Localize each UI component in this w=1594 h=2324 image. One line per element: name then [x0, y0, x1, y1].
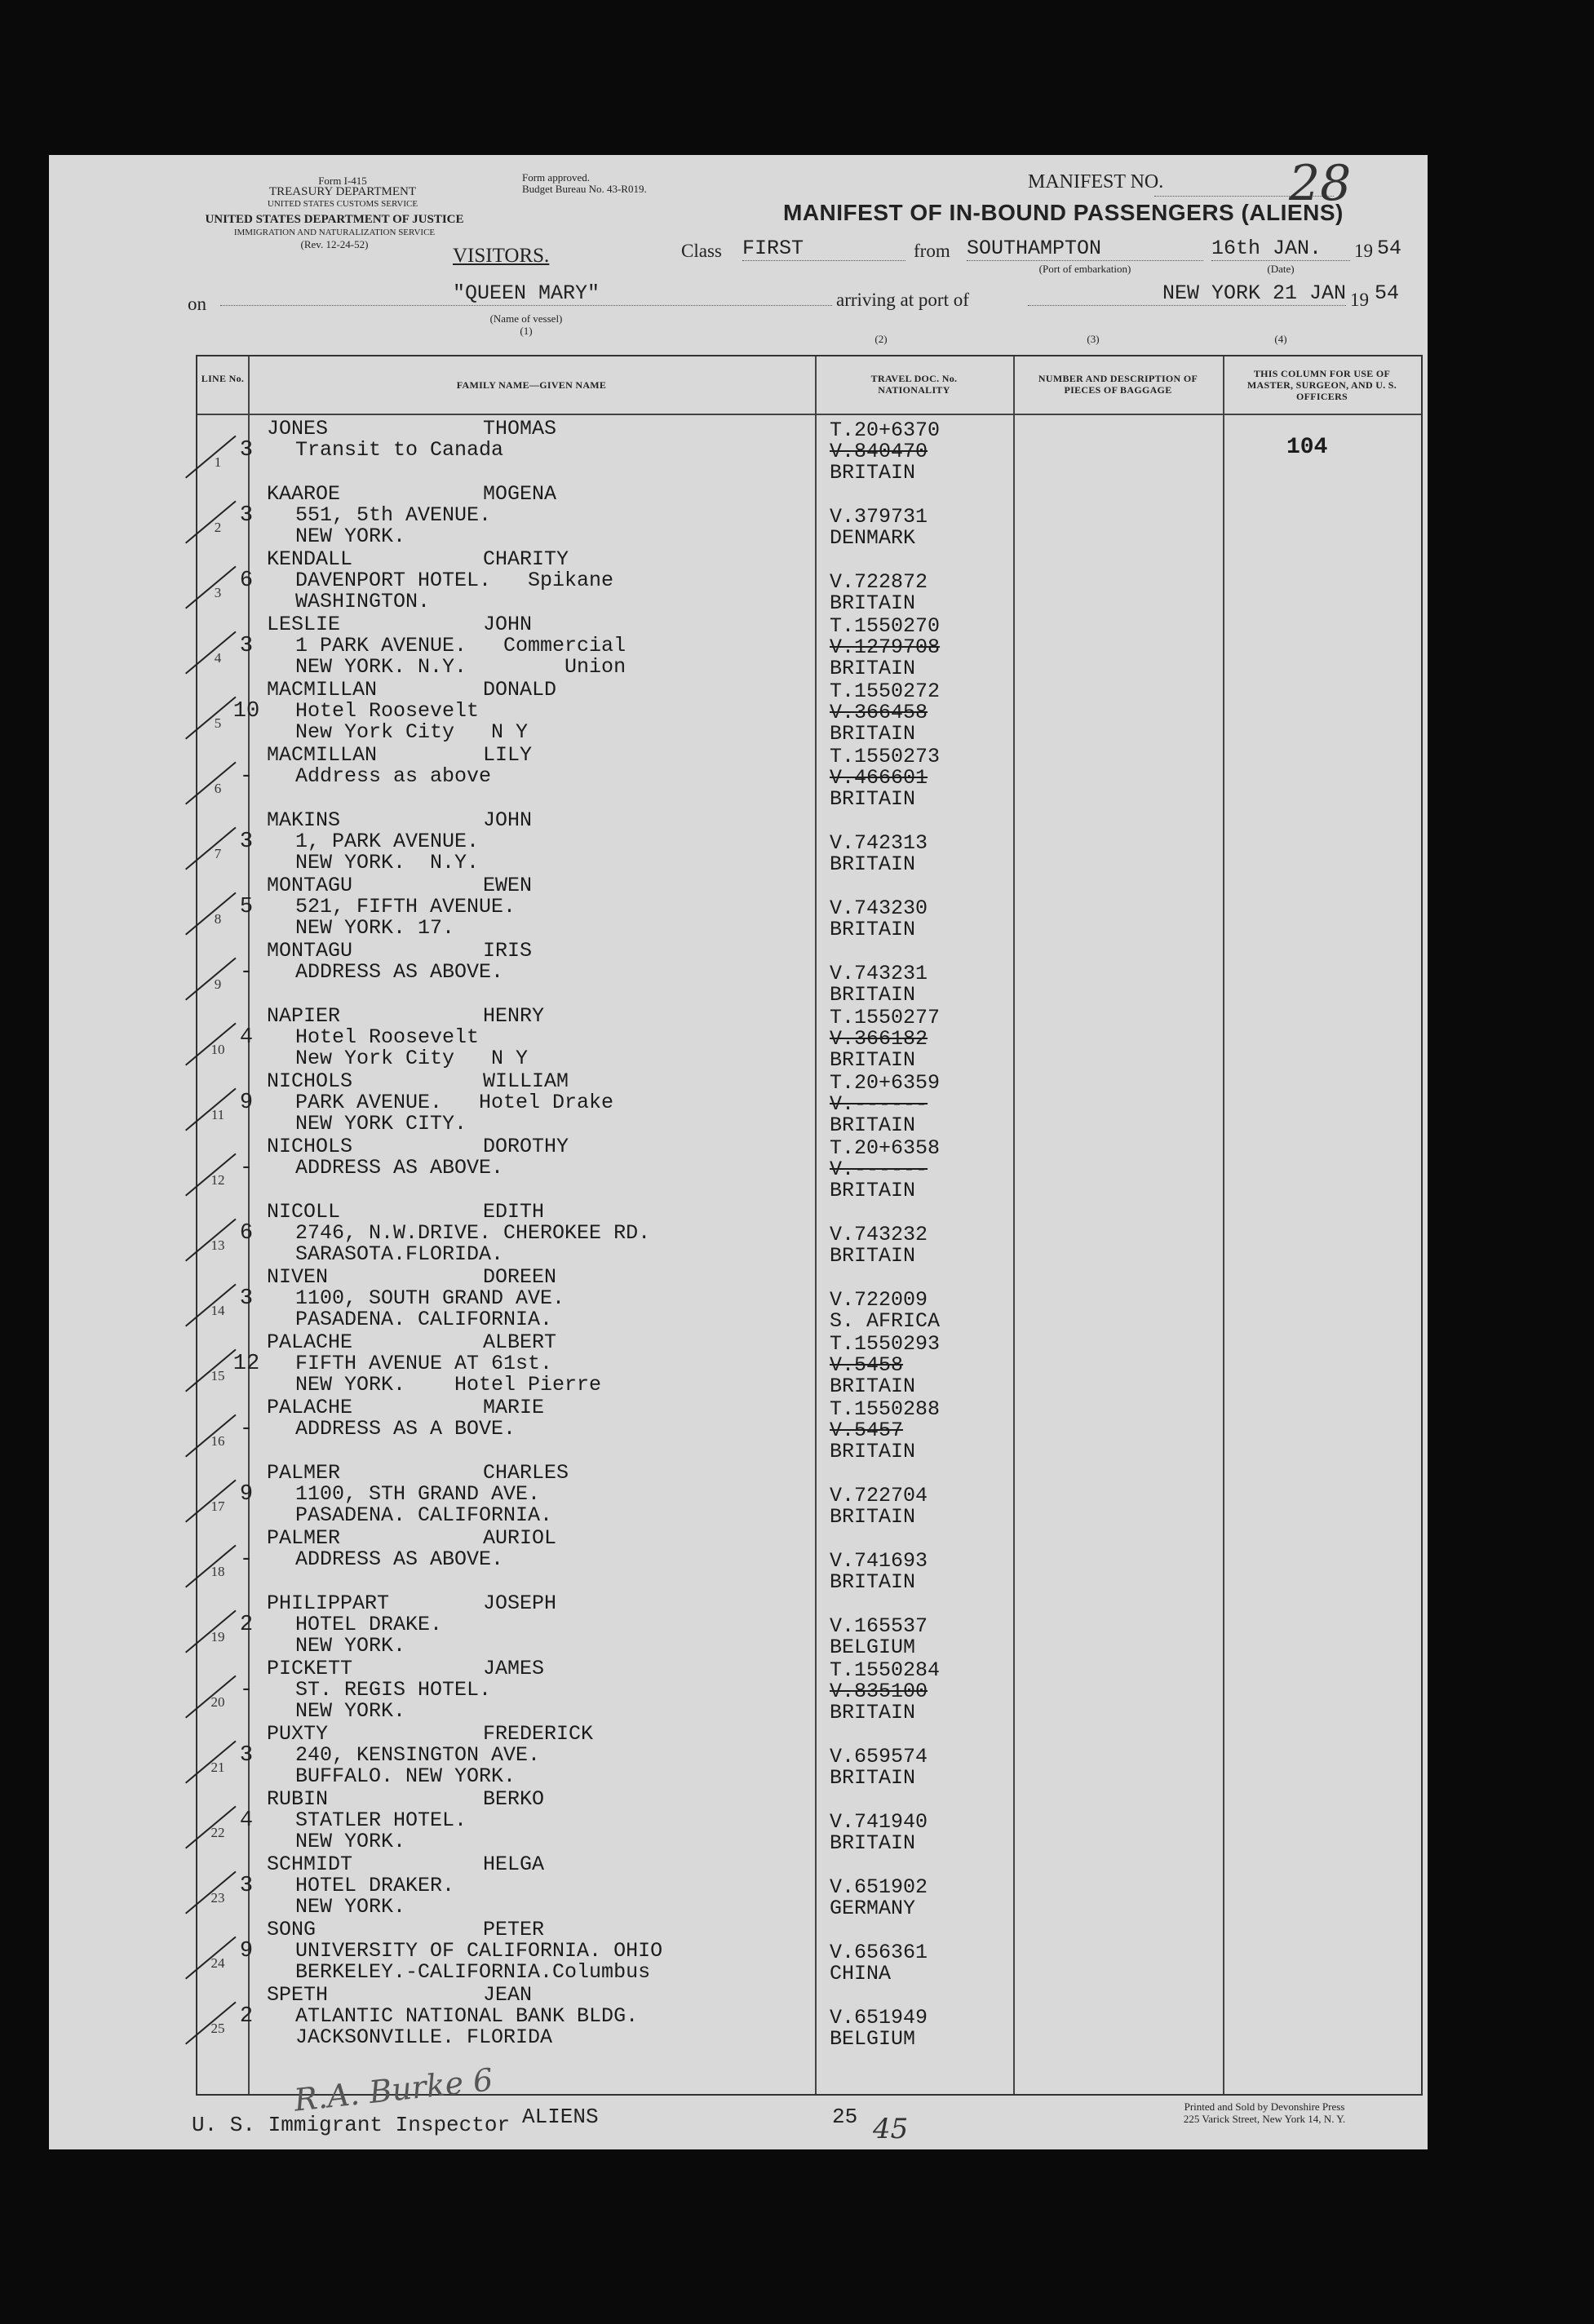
address-line-2: NEW YORK. N.Y. Union	[295, 655, 627, 679]
table-row	[197, 547, 1421, 616]
travel-doc-secondary: V.------	[830, 1092, 928, 1116]
table-row	[197, 1657, 1421, 1725]
address-line-2: NEW YORK.	[295, 1699, 406, 1723]
travel-doc-secondary: V.5457	[830, 1419, 904, 1442]
family-name: PHILIPPART	[267, 1591, 390, 1615]
table-row	[197, 874, 1421, 942]
travel-doc-primary: T.1550284	[830, 1658, 941, 1682]
address-line-2: NEW YORK. N.Y.	[295, 851, 480, 874]
address-line-2: New York City N Y	[295, 1047, 529, 1070]
nationality: BRITAIN	[830, 1831, 916, 1855]
table-row	[197, 613, 1421, 681]
nationality: BRITAIN	[830, 722, 916, 746]
manifest-no-label: MANIFEST NO.	[1028, 171, 1164, 193]
address-line-1: HOTEL DRAKE.	[295, 1613, 443, 1636]
table-row	[197, 1004, 1421, 1073]
address-line-1: 521, FIFTH AVENUE.	[295, 895, 516, 919]
baggage-count: 5	[239, 895, 254, 919]
travel-doc-primary: T.20+6370	[830, 418, 941, 442]
line-number: 19	[210, 1629, 225, 1645]
given-name: JOHN	[483, 808, 533, 832]
family-name: PALACHE	[267, 1396, 353, 1419]
address-line-1: DAVENPORT HOTEL. Spikane	[295, 569, 614, 592]
travel-doc-secondary: V.722009	[830, 1288, 928, 1312]
address-line-1: FIFTH AVENUE AT 61st.	[295, 1352, 553, 1375]
line-number: 3	[214, 585, 222, 600]
nationality: BRITAIN	[830, 1505, 916, 1529]
nationality: BRITAIN	[830, 918, 916, 941]
handwritten-total: 45	[873, 2113, 909, 2145]
table-row	[197, 1461, 1421, 1529]
nationality: CHINA	[830, 1962, 892, 1985]
address-line-1: Hotel Roosevelt	[295, 699, 480, 723]
nationality: BRITAIN	[830, 1244, 916, 1268]
table-row	[197, 939, 1421, 1007]
given-name: MOGENA	[483, 482, 557, 506]
baggage-count: 9	[239, 1482, 254, 1507]
address-line-1: PARK AVENUE. Hotel Drake	[295, 1091, 614, 1114]
family-name: NICOLL	[267, 1200, 341, 1224]
col-4-caption: (4)	[1274, 333, 1287, 345]
col-3-caption: (3)	[1087, 333, 1100, 345]
given-name: CHARLES	[483, 1461, 569, 1485]
revision: (Rev. 12-24-52)	[300, 238, 369, 250]
travel-doc-secondary: V.466601	[830, 766, 928, 790]
baggage-count: -	[239, 960, 254, 985]
line-number: 8	[214, 911, 222, 927]
col-1-caption: (1)	[520, 325, 533, 337]
family-name: MACMILLAN	[267, 743, 378, 767]
treasury-dept: TREASURY DEPARTMENT	[268, 185, 417, 198]
baggage-count: 3	[239, 830, 254, 854]
address-line-1: ADDRESS AS ABOVE.	[295, 1156, 504, 1180]
travel-doc-secondary: V.165537	[830, 1614, 928, 1638]
given-name: HENRY	[483, 1004, 545, 1028]
table-row	[197, 1853, 1421, 1921]
family-name: NICHOLS	[267, 1135, 353, 1158]
address-line-2: NEW YORK.	[295, 1634, 406, 1658]
given-name: AURIOL	[483, 1526, 557, 1550]
nationality: BRITAIN	[830, 1113, 916, 1137]
address-line-1: 1, PARK AVENUE.	[295, 830, 480, 853]
address-line-1: 1 PARK AVENUE. Commercial	[295, 634, 627, 657]
header-line-no: LINE No.	[201, 373, 245, 384]
address-line-2: NEW YORK.	[295, 525, 406, 548]
baggage-count: 3	[239, 1286, 254, 1311]
family-name: NICHOLS	[267, 1069, 353, 1093]
baggage-count: 6	[239, 569, 254, 593]
line-number: 15	[210, 1368, 225, 1383]
table-row	[197, 1918, 1421, 1986]
given-name: DOREEN	[483, 1265, 557, 1289]
customs-service: UNITED STATES CUSTOMS SERVICE	[267, 199, 418, 209]
address-line-1: STATLER HOTEL.	[295, 1808, 467, 1832]
given-name: HELGA	[483, 1853, 545, 1876]
header-name: FAMILY NAME—GIVEN NAME	[456, 379, 607, 391]
family-name: SPETH	[267, 1983, 329, 2007]
table-row	[197, 1722, 1421, 1791]
total-count: 25	[832, 2105, 858, 2129]
table-row	[197, 482, 1421, 551]
family-name: PALMER	[267, 1461, 341, 1485]
given-name: JAMES	[483, 1657, 545, 1680]
nationality: S. AFRICA	[830, 1309, 941, 1333]
given-name: JOHN	[483, 613, 533, 636]
baggage-count: 2	[239, 2004, 254, 2029]
family-name: PUXTY	[267, 1722, 329, 1746]
table-row	[197, 1135, 1421, 1203]
family-name: NAPIER	[267, 1004, 341, 1028]
approval-line1: Form approved.	[522, 171, 591, 184]
line-number: 22	[210, 1825, 225, 1840]
line-number: 6	[214, 781, 222, 796]
address-line-1: 1100, STH GRAND AVE.	[295, 1482, 541, 1506]
year-value-1: 54	[1377, 237, 1402, 260]
on-label: on	[188, 294, 206, 314]
line-number: 10	[210, 1042, 225, 1057]
address-line-2: WASHINGTON.	[295, 590, 431, 613]
manifest-title: MANIFEST OF IN-BOUND PASSENGERS (ALIENS)	[783, 200, 1344, 225]
port-caption: (Port of embarkation)	[1038, 263, 1131, 275]
table-row	[197, 1526, 1421, 1595]
travel-doc-secondary: V.743231	[830, 962, 928, 985]
family-name: PALACHE	[267, 1330, 353, 1354]
vessel-name: "QUEEN MARY"	[220, 281, 832, 306]
form-number: Form I-415	[318, 175, 367, 187]
col-2-caption: (2)	[874, 333, 888, 345]
table-row	[197, 743, 1421, 812]
travel-doc-primary: T.1550288	[830, 1397, 941, 1421]
vessel-caption: (Name of vessel)	[489, 312, 563, 325]
baggage-count: -	[239, 764, 254, 789]
address-line-1: 551, 5th AVENUE.	[295, 503, 492, 527]
address-line-2: NEW YORK CITY.	[295, 1112, 467, 1135]
given-name: ALBERT	[483, 1330, 557, 1354]
class-value: FIRST	[742, 237, 905, 261]
address-line-1: Address as above	[295, 764, 492, 788]
travel-doc-secondary: V.------	[830, 1158, 928, 1181]
year-label-1: 19	[1354, 241, 1373, 261]
ins-service: IMMIGRATION AND NATURALIZATION SERVICE	[233, 228, 436, 237]
from-value: SOUTHAMPTON	[967, 237, 1203, 261]
nationality: BRITAIN	[830, 787, 916, 811]
passenger-table	[196, 355, 1423, 2096]
officer-note: 104	[1286, 435, 1328, 460]
class-label: Class	[681, 241, 722, 261]
address-line-1: ADDRESS AS ABOVE.	[295, 1547, 504, 1571]
travel-doc-primary: T.1550273	[830, 745, 941, 768]
travel-doc-secondary: V.743232	[830, 1223, 928, 1246]
header-baggage: NUMBER AND DESCRIPTION OF PIECES OF BAGGAGE	[1038, 373, 1198, 396]
travel-doc-secondary: V.651949	[830, 2006, 928, 2030]
baggage-count: 3	[239, 438, 254, 463]
header-travel-doc: TRAVEL DOC. No. NATIONALITY	[870, 373, 958, 396]
family-name: LESLIE	[267, 613, 341, 636]
baggage-count: -	[239, 1547, 254, 1572]
address-line-1: ATLANTIC NATIONAL BANK BLDG.	[295, 2004, 639, 2028]
nationality: BRITAIN	[830, 1701, 916, 1724]
table-row	[197, 1787, 1421, 1856]
from-label: from	[914, 241, 950, 261]
table-row	[197, 1983, 1421, 2052]
nationality: GERMANY	[830, 1897, 916, 1920]
line-number: 1	[214, 454, 222, 470]
nationality: BELGIUM	[830, 2027, 916, 2051]
line-number: 2	[214, 520, 222, 535]
family-name: KAAROE	[267, 482, 341, 506]
travel-doc-primary: T.1550277	[830, 1006, 941, 1029]
nationality: BRITAIN	[830, 1766, 916, 1790]
table-row	[197, 1591, 1421, 1660]
baggage-count: 12	[232, 1352, 260, 1376]
address-line-2: NEW YORK. Hotel Pierre	[295, 1373, 602, 1397]
approval-line2: Budget Bureau No. 43-R019.	[522, 183, 647, 195]
given-name: DONALD	[483, 678, 557, 702]
baggage-count: 3	[239, 503, 254, 528]
nationality: BRITAIN	[830, 1570, 916, 1594]
travel-doc-primary: T.20+6358	[830, 1136, 941, 1160]
given-name: IRIS	[483, 939, 533, 963]
line-number: 18	[210, 1564, 225, 1579]
baggage-count: 3	[239, 1743, 254, 1768]
family-name: MONTAGU	[267, 939, 353, 963]
table-row	[197, 1396, 1421, 1464]
line-number: 7	[214, 846, 222, 861]
travel-doc-secondary: V.1279708	[830, 635, 941, 659]
travel-doc-secondary: V.741940	[830, 1810, 928, 1834]
nationality: BRITAIN	[830, 1179, 916, 1202]
nationality: BRITAIN	[830, 852, 916, 876]
travel-doc-secondary: V.741693	[830, 1549, 928, 1573]
address-line-2: BUFFALO. NEW YORK.	[295, 1764, 516, 1788]
address-line-1: 2746, N.W.DRIVE. CHEROKEE RD.	[295, 1221, 651, 1245]
line-number: 20	[210, 1694, 225, 1710]
family-name: RUBIN	[267, 1787, 329, 1811]
baggage-count: -	[239, 1417, 254, 1441]
travel-doc-secondary: V.742313	[830, 831, 928, 855]
date-value: 16th JAN.	[1211, 237, 1350, 261]
given-name: JOSEPH	[483, 1591, 557, 1615]
line-number: 13	[210, 1237, 225, 1253]
line-number: 14	[210, 1303, 225, 1318]
family-name: KENDALL	[267, 547, 353, 571]
nationality: DENMARK	[830, 526, 916, 550]
line-number: 16	[210, 1433, 225, 1449]
address-line-1: UNIVERSITY OF CALIFORNIA. OHIO	[295, 1939, 663, 1963]
address-line-2: PASADENA. CALIFORNIA.	[295, 1308, 553, 1331]
travel-doc-secondary: V.379731	[830, 505, 928, 529]
address-line-2: NEW YORK. 17.	[295, 916, 455, 940]
nationality: BRITAIN	[830, 461, 916, 485]
family-name: JONES	[267, 417, 329, 440]
travel-doc-secondary: V.5458	[830, 1353, 904, 1377]
year-value-2: 54	[1375, 281, 1400, 305]
address-line-2: JACKSONVILLE. FLORIDA	[295, 2025, 553, 2049]
table-row	[197, 1330, 1421, 1399]
nationality: BRITAIN	[830, 1048, 916, 1072]
family-name: MACMILLAN	[267, 678, 378, 702]
line-number: 9	[214, 976, 222, 992]
travel-doc-primary: T.1550293	[830, 1332, 941, 1356]
address-line-2: BERKELEY.-CALIFORNIA.Columbus	[295, 1960, 651, 1984]
family-name: NIVEN	[267, 1265, 329, 1289]
address-line-2: PASADENA. CALIFORNIA.	[295, 1503, 553, 1527]
address-line-2: NEW YORK.	[295, 1895, 406, 1919]
justice-dept: UNITED STATES DEPARTMENT OF JUSTICE	[205, 213, 464, 226]
address-line-2: New York City N Y	[295, 720, 529, 744]
table-row	[197, 1200, 1421, 1268]
inspector-label: U. S. Immigrant Inspector	[192, 2113, 511, 2137]
given-name: EDITH	[483, 1200, 545, 1224]
travel-doc-primary: T.1550272	[830, 679, 941, 703]
line-number: 24	[210, 1955, 225, 1971]
given-name: FREDERICK	[483, 1722, 594, 1746]
travel-doc-secondary: V.366182	[830, 1027, 928, 1051]
line-number: 21	[210, 1760, 225, 1775]
address-line-1: ADDRESS AS ABOVE.	[295, 960, 504, 984]
travel-doc-secondary: V.722704	[830, 1484, 928, 1507]
printer-line2: 225 Varick Street, New York 14, N. Y.	[1183, 2113, 1346, 2125]
given-name: LILY	[483, 743, 533, 767]
family-name: SONG	[267, 1918, 317, 1941]
line-number: 17	[210, 1498, 225, 1514]
nationality: BRITAIN	[830, 983, 916, 1007]
given-name: BERKO	[483, 1787, 545, 1811]
address-line-2: SARASOTA.FLORIDA.	[295, 1242, 504, 1266]
travel-doc-secondary: V.835100	[830, 1680, 928, 1703]
family-name: PALMER	[267, 1526, 341, 1550]
travel-doc-secondary: V.840470	[830, 440, 928, 463]
given-name: PETER	[483, 1918, 545, 1941]
line-number: 4	[214, 650, 222, 666]
line-number: 5	[214, 715, 222, 731]
baggage-count: 10	[232, 699, 260, 724]
manifest-no-handwritten: 28	[1289, 155, 1352, 212]
address-line-1: 1100, SOUTH GRAND AVE.	[295, 1286, 565, 1310]
baggage-count: 9	[239, 1091, 254, 1115]
baggage-count: 3	[239, 634, 254, 658]
given-name: THOMAS	[483, 417, 557, 440]
visitors-label: VISITORS.	[453, 245, 550, 267]
baggage-count: -	[239, 1156, 254, 1180]
line-number: 12	[210, 1172, 225, 1188]
given-name: EWEN	[483, 874, 533, 897]
printer-line1: Printed and Sold by Devonshire Press	[1184, 2100, 1345, 2113]
address-line-1: ST. REGIS HOTEL.	[295, 1678, 492, 1702]
travel-doc-primary: T.20+6359	[830, 1071, 941, 1095]
date-caption: (Date)	[1267, 263, 1295, 275]
baggage-count: 3	[239, 1874, 254, 1898]
arrival-value: NEW YORK 21 JAN	[1028, 281, 1346, 306]
address-line-1: HOTEL DRAKER.	[295, 1874, 455, 1897]
aliens-label: ALIENS	[522, 2105, 599, 2129]
inspector-signature: R.A. Burke 6	[292, 2061, 495, 2118]
baggage-count: 6	[239, 1221, 254, 1246]
travel-doc-secondary: V.656361	[830, 1941, 928, 1964]
line-number: 11	[210, 1107, 225, 1122]
baggage-count: 4	[239, 1808, 254, 1833]
address-line-1: ADDRESS AS A BOVE.	[295, 1417, 516, 1441]
table-row	[197, 1069, 1421, 1138]
family-name: SCHMIDT	[267, 1853, 353, 1876]
family-name: MAKINS	[267, 808, 341, 832]
address-line-1: 240, KENSINGTON AVE.	[295, 1743, 541, 1767]
header-officers: THIS COLUMN FOR USE OF MASTER, SURGEON, AND U. S. OFFICERS	[1246, 368, 1397, 402]
travel-doc-secondary: V.743230	[830, 896, 928, 920]
nationality: BRITAIN	[830, 1440, 916, 1463]
line-number: 23	[210, 1890, 225, 1906]
given-name: JEAN	[483, 1983, 533, 2007]
travel-doc-secondary: V.366458	[830, 701, 928, 724]
year-label-2: 19	[1350, 290, 1369, 310]
nationality: BRITAIN	[830, 1374, 916, 1398]
given-name: CHARITY	[483, 547, 569, 571]
given-name: MARIE	[483, 1396, 545, 1419]
travel-doc-secondary: V.722872	[830, 570, 928, 594]
nationality: BRITAIN	[830, 657, 916, 680]
baggage-count: 9	[239, 1939, 254, 1963]
address-line-1: Hotel Roosevelt	[295, 1025, 480, 1049]
table-row	[197, 808, 1421, 877]
header-divider	[197, 414, 1421, 415]
baggage-count: 2	[239, 1613, 254, 1637]
family-name: MONTAGU	[267, 874, 353, 897]
travel-doc-primary: T.1550270	[830, 614, 941, 638]
family-name: PICKETT	[267, 1657, 353, 1680]
arriving-label: arriving at port of	[836, 290, 969, 310]
baggage-count: -	[239, 1678, 254, 1702]
table-row	[197, 417, 1421, 485]
travel-doc-secondary: V.651902	[830, 1875, 928, 1899]
nationality: BRITAIN	[830, 591, 916, 615]
address-line-2: NEW YORK.	[295, 1830, 406, 1853]
given-name: DOROTHY	[483, 1135, 569, 1158]
line-number: 25	[210, 2021, 225, 2036]
given-name: WILLIAM	[483, 1069, 569, 1093]
address-line-1: Transit to Canada	[295, 438, 504, 462]
travel-doc-secondary: V.659574	[830, 1745, 928, 1768]
table-row	[197, 1265, 1421, 1334]
baggage-count: 4	[239, 1025, 254, 1050]
manifest-page	[49, 155, 1428, 2149]
nationality: BELGIUM	[830, 1636, 916, 1659]
table-row	[197, 678, 1421, 746]
